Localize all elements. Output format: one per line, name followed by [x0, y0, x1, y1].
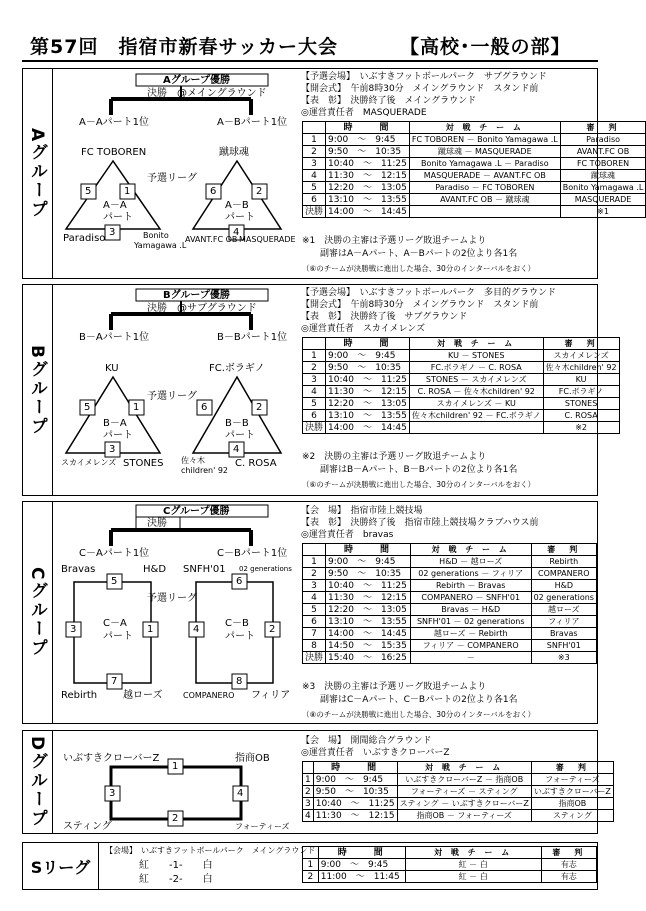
m5: 5 [85, 186, 92, 197]
table-cell: 6 [303, 194, 326, 206]
hd-match: 対 戦 チ ー ム [409, 122, 560, 134]
table-cell: 蹴球魂 [560, 170, 646, 182]
table-row [303, 158, 646, 170]
table-cell: Rebirth [531, 556, 596, 568]
table-cell: 10:40 ～ 11:25 [313, 798, 397, 810]
table-cell: 10:40 ～ 11:25 [326, 158, 410, 170]
table-cell: 決勝 [303, 422, 326, 434]
table-cell: 指商OB [531, 798, 613, 810]
team: Yamagawa .L [134, 241, 187, 250]
m7: 7 [111, 676, 118, 687]
info: 【表 彰】 決勝終了後 サブグラウンド [301, 312, 468, 322]
group-d-label: Dグループ [23, 731, 53, 833]
table-row [303, 182, 646, 194]
group-a-label: Aグループ [23, 69, 53, 278]
table-cell: 02 generations － フィリア [410, 568, 531, 580]
group-b-schedule [302, 337, 620, 434]
m1: 1 [147, 624, 154, 635]
table-cell: C. ROSA － 佐々木children' 92 [409, 386, 543, 398]
group-d-section [22, 730, 611, 834]
table-cell: Bravas [531, 628, 596, 640]
table-row [303, 398, 620, 410]
table-cell: ※2 [543, 422, 619, 434]
table-row [303, 859, 597, 871]
table-cell: 決勝 [303, 652, 326, 664]
table-cell: 9:00 ～ 9:45 [318, 859, 405, 871]
table-row [303, 604, 597, 616]
table-cell: 11:30 ～ 12:15 [313, 810, 397, 822]
table-cell: COMPANERO [531, 568, 596, 580]
info: ◎運営責任者 いぶすきクローバーZ [301, 748, 450, 758]
table-row [303, 786, 614, 798]
table-cell: 決勝 [303, 206, 326, 218]
table-cell: 13:10 ～ 13:55 [326, 616, 411, 628]
table-cell: Bonito Yamagawa .L － Paradiso [409, 158, 560, 170]
group-a-league: 予選リーグ [147, 173, 197, 184]
table-cell: 佐々木children' 92 － FC.ボラギノ [409, 410, 543, 422]
table-cell: 2 [303, 568, 326, 580]
team: MASQUERADE [239, 235, 296, 244]
table-cell: 9:00 ～ 9:45 [326, 134, 410, 146]
table-cell: 3 [303, 158, 326, 170]
info: ◎運営責任者 スカイメレンズ [301, 324, 425, 334]
hd-ref: 審 判 [560, 122, 646, 134]
table-row [303, 386, 620, 398]
page-title: 第57回 指宿市新春サッカー大会 [30, 36, 339, 58]
table-cell: フィリア － COMPANERO [410, 640, 531, 652]
team: Bravas [61, 564, 96, 575]
group-c-pos-right: C－Bパート1位 [217, 548, 288, 559]
m3: 3 [109, 788, 116, 799]
m4: 4 [193, 624, 200, 635]
table-row [303, 134, 646, 146]
m8: 8 [236, 676, 243, 687]
table-cell: ※3 [531, 652, 596, 664]
team: スティング [63, 821, 112, 832]
table-cell: 14:00 ～ 14:45 [326, 206, 410, 218]
note: （⑧のチームが決勝戦に進出した場合、30分のインターバルをおく） [302, 710, 536, 719]
group-a-pos-right: A－Bパート1位 [217, 117, 288, 128]
group-d-schedule [302, 761, 614, 822]
group-c-pos-left: C－Aパート1位 [79, 548, 150, 559]
table-row [303, 568, 597, 580]
part-ab-1: A－B [225, 200, 249, 211]
table-row [303, 810, 614, 822]
table-cell: 12:20 ～ 13:05 [326, 398, 410, 410]
note: ※3 決勝の主審は予選リーグ敗退チームより [302, 682, 487, 692]
table-cell: Bravas － H&D [410, 604, 531, 616]
part-aa-1: A－A [103, 200, 127, 211]
table-cell: 審 判 [531, 762, 613, 774]
info: 【予選会場】 いぶすきフットボールパーク 多目的グラウンド [301, 288, 557, 298]
group-a-section [22, 68, 644, 279]
table-cell: 越ローズ [531, 604, 596, 616]
m3: 3 [109, 227, 116, 238]
table-cell: 13:10 ～ 13:55 [326, 194, 410, 206]
table-cell: COMPANERO － SNFH'01 [410, 592, 531, 604]
m2: 2 [256, 402, 263, 413]
m4: 4 [237, 788, 244, 799]
note: 副審はC－Aパート、C－Bパートの2位より各1名 [302, 695, 518, 705]
table-row [303, 616, 597, 628]
s-league-schedule [302, 846, 597, 883]
table-cell: 蹴球魂 － MASQUERADE [409, 146, 560, 158]
table-cell: 4 [303, 386, 326, 398]
m2: 2 [256, 186, 263, 197]
table-cell: 対 戦 チ ー ム [409, 338, 543, 350]
table-row [303, 798, 614, 810]
note: 副審はA－Aパート、A－Bパートの2位より各1名 [302, 249, 518, 259]
table-cell: 10:40 ～ 11:25 [326, 580, 411, 592]
team: Rebirth [61, 690, 98, 701]
table-cell: FC TOBOREN － Bonito Yamagawa .L [409, 134, 560, 146]
table-cell: 7 [303, 628, 326, 640]
part-ca-2: パート [103, 631, 133, 642]
table-row [303, 350, 620, 362]
table-row [303, 146, 646, 158]
group-c-label: Cグループ [23, 502, 53, 723]
table-cell [303, 122, 326, 134]
team: Bonito [143, 231, 169, 240]
table-cell: Rebirth － Bravas [410, 580, 531, 592]
group-b-pos-right: B－Bパート1位 [217, 332, 288, 343]
table-cell: スティング [531, 810, 613, 822]
table-cell [303, 847, 319, 859]
table-cell: 12:20 ～ 13:05 [326, 604, 411, 616]
team: Paradiso [63, 233, 106, 244]
table-cell: 対 戦 チ ー ム [405, 847, 541, 859]
group-c-league: 予選リーグ [147, 593, 197, 604]
table-cell: 14:00 ～ 14:45 [326, 628, 411, 640]
table-cell: 4 [303, 592, 326, 604]
hd-time: 時 間 [326, 122, 410, 134]
m6: 6 [210, 186, 217, 197]
table-cell: 時 間 [313, 762, 397, 774]
table-cell: 1 [303, 556, 326, 568]
table-row [303, 206, 646, 218]
table-cell: FC.ボラギノ － C. ROSA [409, 362, 543, 374]
table-cell: 越ローズ － Rebirth [410, 628, 531, 640]
info: ◎運営責任者 bravas [301, 530, 394, 540]
part-ba-2: パート [103, 430, 133, 441]
table-cell: 審 判 [531, 544, 596, 556]
table-cell: スカイメレンズ － KU [409, 398, 543, 410]
table-cell: 9:50 ～ 10:35 [326, 362, 410, 374]
table-cell: 4 [303, 170, 326, 182]
table-cell: 2 [303, 146, 326, 158]
category-title: 【高校･一般の部】 [400, 36, 571, 58]
table-cell [303, 762, 314, 774]
table-cell [303, 544, 326, 556]
s-league-label: Sリーグ [23, 843, 99, 889]
table-cell: 14:00 ～ 14:45 [326, 422, 410, 434]
table-cell: SNFH'01 [531, 640, 596, 652]
table-cell: 時 間 [326, 544, 411, 556]
table-cell [409, 422, 543, 434]
table-cell: 3 [303, 580, 326, 592]
note: ※2 決勝の主審は予選リーグ敗退チームより [302, 452, 487, 462]
info: 【会 場】 指宿市陸上競技場 [301, 506, 423, 516]
table-cell: 対 戦 チ ー ム [397, 762, 531, 774]
table-cell: 2 [303, 362, 326, 374]
table-cell: 佐々木children' 92 [543, 362, 619, 374]
table-row [303, 362, 620, 374]
part-ca-1: C－A [103, 618, 127, 629]
table-cell: 有志 [541, 859, 596, 871]
m3: 3 [70, 624, 77, 635]
part-bb-2: パート [225, 430, 255, 441]
table-cell: 指商OB － フォーティーズ [397, 810, 531, 822]
group-c-schedule [302, 543, 597, 664]
table-cell: H&D － 越ローズ [410, 556, 531, 568]
group-c-winner: Cグループ優勝 [163, 506, 230, 517]
group-a-left-top: FC TOBOREN [81, 147, 147, 158]
table-cell: 審 判 [543, 338, 619, 350]
table-cell: 1 [303, 350, 326, 362]
group-a-pos-left: A－Aパート1位 [79, 117, 150, 128]
group-b-league: 予選リーグ [147, 391, 197, 402]
part-aa-2: パート [103, 212, 133, 223]
part-cb-2: パート [225, 631, 255, 642]
m6: 6 [236, 576, 243, 587]
table-cell: KU － STONES [409, 350, 543, 362]
group-b-left-top: KU [105, 363, 119, 374]
table-cell: 10:40 ～ 11:25 [326, 374, 410, 386]
table-cell: 11:00 ～ 11:45 [318, 871, 405, 883]
table-cell: スティング － いぶすきクローバーZ [397, 798, 531, 810]
info: 【会 場】 開聞総合グラウンド [301, 736, 432, 746]
table-cell: 11:30 ～ 12:15 [326, 170, 410, 182]
table-cell: 時 間 [326, 338, 410, 350]
info: 【予選会場】 いぶすきフットボールパーク サブグラウンド [301, 72, 547, 82]
team: C. ROSA [235, 458, 277, 469]
table-cell: 9:50 ～ 10:35 [326, 568, 411, 580]
table-row [303, 374, 620, 386]
team: 越ローズ [123, 690, 163, 701]
table-row [303, 580, 597, 592]
table-cell: 5 [303, 398, 326, 410]
group-a-right-top: 蹴球魂 [219, 147, 249, 158]
table-row [303, 556, 597, 568]
table-cell: スカイメレンズ [543, 350, 619, 362]
table-cell: MASQUERADE [560, 194, 646, 206]
table-cell: 13:10 ～ 13:55 [326, 410, 410, 422]
table-cell: 5 [303, 604, 326, 616]
table-cell: STONES [543, 398, 619, 410]
group-b-pos-left: B－Aパート1位 [79, 332, 150, 343]
table-cell: いぶすきクローバーZ [531, 786, 613, 798]
team: 指商OB [235, 753, 270, 764]
s-league-pair2: 紅 -2- 白 [139, 874, 213, 885]
part-bb-1: B－B [225, 418, 249, 429]
info: 【表 彰】 決勝終了後 メイングラウンド [301, 96, 477, 106]
group-b-right-top: FC.ボラギノ [209, 363, 265, 374]
table-cell: 9:00 ～ 9:45 [313, 774, 397, 786]
table-cell [303, 338, 326, 350]
group-b-final: 決勝 @サブグラウンド [147, 303, 257, 314]
table-cell: 2 [303, 786, 314, 798]
table-cell: 11:30 ～ 12:15 [326, 592, 411, 604]
team: 02 generations [239, 565, 292, 573]
title-rule [22, 60, 598, 62]
team: 佐々木 [181, 456, 205, 465]
table-cell: 5 [303, 182, 326, 194]
m1: 1 [124, 186, 131, 197]
table-cell: KU [543, 374, 619, 386]
table-cell: 12:20 ～ 13:05 [326, 182, 410, 194]
group-d-bracket [23, 731, 301, 835]
team: フォーティーズ [235, 822, 290, 831]
m6: 6 [201, 402, 208, 413]
team: フィリア [251, 690, 291, 701]
table-cell: 1 [303, 859, 319, 871]
team: SNFH'01 [183, 564, 226, 575]
table-cell: 6 [303, 410, 326, 422]
table-cell: 3 [303, 798, 314, 810]
m1: 1 [133, 402, 140, 413]
table-cell: 9:00 ～ 9:45 [326, 556, 411, 568]
table-cell: － [410, 652, 531, 664]
part-ab-2: パート [225, 212, 255, 223]
group-c-section [22, 501, 598, 724]
table-cell: Paradiso [560, 134, 646, 146]
info: 【開会式】 午前8時30分 メイングラウンド スタンド前 [301, 84, 539, 94]
table-cell: Paradiso － FC TOBOREN [409, 182, 560, 194]
group-b-section [22, 284, 617, 496]
table-cell: 時 間 [318, 847, 405, 859]
group-b-winner: Bグループ優勝 [163, 290, 230, 301]
table-cell: フォーティーズ [531, 774, 613, 786]
m1: 1 [172, 761, 179, 772]
table-cell: 1 [303, 134, 326, 146]
m2: 2 [269, 624, 276, 635]
table-row [303, 592, 597, 604]
table-row [303, 652, 597, 664]
group-a-winner: Aグループ優勝 [163, 75, 230, 86]
table-cell: 対 戦 チ ー ム [410, 544, 531, 556]
table-cell: 9:50 ～ 10:35 [313, 786, 397, 798]
team: children' 92 [181, 466, 229, 475]
table-cell: 14:50 ～ 15:35 [326, 640, 411, 652]
table-row [303, 871, 597, 883]
note: （⑥のチームが決勝戦に進出した場合、30分のインターバルをおく） [302, 480, 536, 489]
team: H&D [143, 564, 167, 575]
table-cell: 6 [303, 616, 326, 628]
table-cell: AVANT.FC OB － 蹴球魂 [409, 194, 560, 206]
table-cell [409, 206, 560, 218]
info: 【開会式】 午前8時30分 メイングラウンド スタンド前 [301, 300, 539, 310]
table-cell: 8 [303, 640, 326, 652]
table-cell: ※1 [560, 206, 646, 218]
group-a-final: 決勝 @メイングラウンド [147, 88, 267, 99]
table-cell: 1 [303, 774, 314, 786]
part-cb-1: C－B [225, 618, 249, 629]
table-cell: STONES － スカイメレンズ [409, 374, 543, 386]
table-row [303, 628, 597, 640]
note: （⑥のチームが決勝戦に進出した場合、30分のインターバルをおく） [302, 264, 536, 273]
m5: 5 [111, 576, 118, 587]
table-cell: FC.ボラギノ [543, 386, 619, 398]
table-cell: 紅 － 白 [405, 859, 541, 871]
table-cell: 9:50 ～ 10:35 [326, 146, 410, 158]
table-cell: 9:00 ～ 9:45 [326, 350, 410, 362]
group-a-schedule [302, 121, 646, 218]
table-cell: MASQUERADE － AVANT.FC OB [409, 170, 560, 182]
team: いぶすきクローバーZ [63, 753, 160, 764]
table-cell: 2 [303, 871, 319, 883]
m5: 5 [84, 402, 91, 413]
table-row [303, 410, 620, 422]
table-row [303, 422, 620, 434]
s-league-section [22, 842, 598, 890]
team: スカイメレンズ [61, 458, 117, 467]
part-ba-1: B－A [103, 418, 127, 429]
table-cell: 審 判 [541, 847, 596, 859]
group-c-final: 決勝 [147, 518, 167, 529]
table-cell: 02 generations [531, 592, 596, 604]
note: ※1 決勝の主審は予選リーグ敗退チームより [302, 236, 487, 246]
table-row [303, 170, 646, 182]
table-cell: Bonito Yamagawa .L [560, 182, 646, 194]
table-cell: 紅 － 白 [405, 871, 541, 883]
table-cell: フォーティーズ － スティング [397, 786, 531, 798]
table-cell: H&D [531, 580, 596, 592]
table-cell: 有志 [541, 871, 596, 883]
team: STONES [123, 458, 164, 469]
table-row [303, 194, 646, 206]
table-cell: 4 [303, 810, 314, 822]
table-cell: フィリア [531, 616, 596, 628]
table-cell: 15:40 ～ 16:25 [326, 652, 411, 664]
info: ◎運営責任者 MASQUERADE [301, 108, 427, 118]
s-league-pair1: 紅 -1- 白 [139, 860, 213, 871]
table-cell: いぶすきクローバーZ － 指商OB [397, 774, 531, 786]
table-row [303, 774, 614, 786]
table-row [303, 640, 597, 652]
m2: 2 [172, 813, 179, 824]
team: AVANT.FC OB [185, 235, 238, 244]
table-cell: FC TOBOREN [560, 158, 646, 170]
note: 副審はB－Aパート、B－Bパートの2位より各1名 [302, 465, 518, 475]
team: COMPANERO [183, 691, 235, 700]
table-cell: SNFH'01 － 02 generations [410, 616, 531, 628]
table-cell: C. ROSA [543, 410, 619, 422]
group-b-label: Bグループ [23, 285, 53, 495]
m3: 3 [109, 444, 116, 455]
table-cell: AVANT.FC OB [560, 146, 646, 158]
s-league-venue: 【会場】 いぶすきフットボールパーク メイングラウンド [105, 846, 316, 855]
table-cell: 3 [303, 374, 326, 386]
m4: 4 [233, 227, 240, 238]
m4: 4 [233, 444, 240, 455]
table-cell: 11:30 ～ 12:15 [326, 386, 410, 398]
info: 【表 彰】 決勝終了後 指宿市陸上競技場クラブハウス前 [301, 518, 539, 528]
